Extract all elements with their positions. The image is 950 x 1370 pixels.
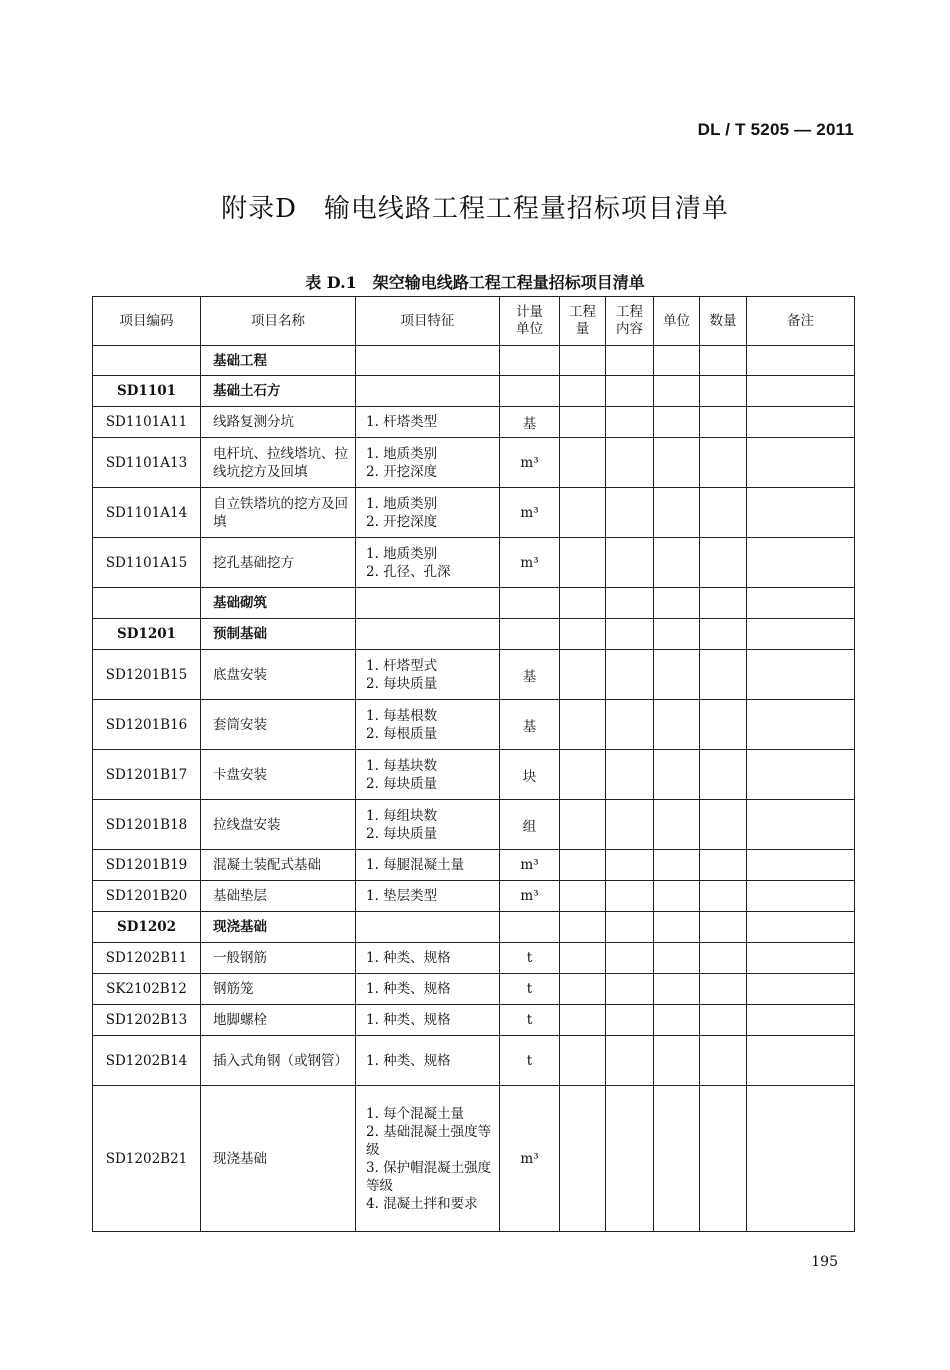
feature-line: 1. 每腿混凝土量 (366, 857, 465, 873)
table-row (93, 943, 855, 974)
feature-line: 2. 孔径、孔深 (366, 563, 451, 580)
table-row (93, 750, 855, 800)
cell-amount (700, 538, 747, 588)
feature-line: 1. 地质类别 (366, 545, 438, 562)
feature-line: 1. 种类、规格 (366, 950, 451, 966)
cell-name: 基础砌筑 (201, 588, 356, 619)
cell-work-content (606, 850, 654, 881)
cell-work-content (606, 800, 654, 850)
cell-amount (700, 588, 747, 619)
feature-line: 2. 每块质量 (366, 775, 438, 792)
cell-quantity (560, 1036, 606, 1086)
cell-feature (356, 974, 500, 1005)
cell-unit (654, 619, 700, 650)
page-number: 195 (811, 1254, 838, 1270)
cell-measure-unit: 块 (500, 750, 560, 800)
cell-feature (356, 881, 500, 912)
col-header-measure-unit-text: 计量单位 (516, 304, 543, 337)
col-header-name: 项目名称 (201, 297, 356, 346)
cell-work-content (606, 750, 654, 800)
bill-of-quantities-table (92, 296, 855, 1232)
cell-unit (654, 488, 700, 538)
feature-line: 2. 开挖深度 (366, 513, 438, 530)
feature-line: 1. 垫层类型 (366, 888, 438, 904)
cell-remark (747, 912, 855, 943)
cell-unit (654, 538, 700, 588)
cell-work-content (606, 538, 654, 588)
cell-unit (654, 1036, 700, 1086)
cell-work-content (606, 1086, 654, 1232)
cell-amount (700, 943, 747, 974)
cell-unit (654, 850, 700, 881)
table-row (93, 912, 855, 943)
feature-line: 1. 地质类别 (366, 445, 438, 462)
cell-quantity (560, 1086, 606, 1232)
cell-feature (356, 407, 500, 438)
cell-name: 自立铁塔坑的挖方及回填 (201, 488, 356, 538)
table-header-row (93, 297, 855, 346)
cell-quantity (560, 943, 606, 974)
cell-unit (654, 943, 700, 974)
table-row (93, 407, 855, 438)
feature-line: 3. 保护帽混凝土强度等级 (366, 1159, 492, 1194)
cell-amount (700, 346, 747, 376)
feature-line: 2. 每块质量 (366, 825, 438, 842)
table-row (93, 588, 855, 619)
cell-code: SK2102B12 (93, 974, 201, 1005)
cell-remark (747, 1036, 855, 1086)
cell-name: 现浇基础 (201, 912, 356, 943)
cell-amount (700, 376, 747, 407)
cell-remark (747, 538, 855, 588)
table-row (93, 974, 855, 1005)
cell-remark (747, 346, 855, 376)
cell-work-content (606, 619, 654, 650)
feature-line: 1. 地质类别 (366, 495, 438, 512)
cell-name: 电杆坑、拉线塔坑、拉线坑挖方及回填 (201, 438, 356, 488)
cell-amount (700, 488, 747, 538)
cell-measure-unit: m³ (500, 881, 560, 912)
feature-line: 2. 每块质量 (366, 675, 438, 692)
table-row (93, 1086, 855, 1232)
cell-name: 一般钢筋 (201, 943, 356, 974)
cell-amount (700, 650, 747, 700)
feature-line: 1. 每组块数 (366, 807, 438, 824)
cell-feature (356, 1036, 500, 1086)
cell-unit (654, 1005, 700, 1036)
cell-quantity (560, 750, 606, 800)
feature-line: 1. 种类、规格 (366, 1012, 451, 1028)
cell-amount (700, 619, 747, 650)
cell-measure-unit (500, 912, 560, 943)
cell-quantity (560, 881, 606, 912)
table-row (93, 650, 855, 700)
cell-measure-unit: t (500, 974, 560, 1005)
cell-feature (356, 346, 500, 376)
cell-measure-unit: 基 (500, 650, 560, 700)
standard-code: DL / T 5205 — 2011 (697, 120, 854, 139)
cell-work-content (606, 1005, 654, 1036)
cell-name: 套筒安装 (201, 700, 356, 750)
cell-remark (747, 700, 855, 750)
col-header-amount: 数量 (700, 297, 747, 346)
cell-measure-unit (500, 346, 560, 376)
cell-feature (356, 438, 500, 488)
cell-unit (654, 881, 700, 912)
col-header-feature: 项目特征 (356, 297, 500, 346)
cell-quantity (560, 538, 606, 588)
cell-amount (700, 700, 747, 750)
appendix-title: 附录D 输电线路工程工程量招标项目清单 (221, 194, 729, 224)
col-header-remark: 备注 (747, 297, 855, 346)
cell-unit (654, 800, 700, 850)
col-header-code: 项目编码 (93, 297, 201, 346)
cell-feature (356, 538, 500, 588)
cell-remark (747, 850, 855, 881)
cell-code: SD1201B15 (93, 650, 201, 700)
cell-code: SD1202B11 (93, 943, 201, 974)
table-row (93, 538, 855, 588)
cell-feature (356, 800, 500, 850)
cell-amount (700, 1086, 747, 1232)
col-header-work-content-text: 工程内容 (616, 304, 643, 337)
cell-code (93, 588, 201, 619)
cell-amount (700, 438, 747, 488)
table-caption: 表 D.1 架空输电线路工程工程量招标项目清单 (305, 273, 645, 292)
table-row (93, 881, 855, 912)
cell-name: 插入式角钢（或钢管） (201, 1036, 356, 1086)
cell-quantity (560, 588, 606, 619)
cell-remark (747, 407, 855, 438)
cell-code: SD1101A15 (93, 538, 201, 588)
col-header-quantity (560, 297, 606, 346)
cell-measure-unit (500, 376, 560, 407)
cell-amount (700, 1005, 747, 1036)
cell-unit (654, 346, 700, 376)
cell-work-content (606, 438, 654, 488)
cell-unit (654, 750, 700, 800)
cell-quantity (560, 650, 606, 700)
cell-work-content (606, 488, 654, 538)
cell-feature (356, 376, 500, 407)
cell-unit (654, 376, 700, 407)
cell-unit (654, 974, 700, 1005)
cell-unit (654, 407, 700, 438)
cell-remark (747, 881, 855, 912)
cell-remark (747, 438, 855, 488)
cell-remark (747, 800, 855, 850)
cell-measure-unit: t (500, 943, 560, 974)
cell-code: SD1101A11 (93, 407, 201, 438)
feature-line: 1. 杆塔类型 (366, 414, 438, 430)
cell-feature (356, 850, 500, 881)
cell-quantity (560, 800, 606, 850)
cell-feature (356, 750, 500, 800)
cell-quantity (560, 619, 606, 650)
cell-work-content (606, 346, 654, 376)
table-row (93, 700, 855, 750)
cell-feature (356, 650, 500, 700)
cell-unit (654, 700, 700, 750)
cell-code: SD1202 (93, 912, 201, 943)
cell-amount (700, 974, 747, 1005)
cell-code: SD1202B14 (93, 1036, 201, 1086)
cell-measure-unit: 基 (500, 407, 560, 438)
cell-remark (747, 650, 855, 700)
cell-measure-unit: 组 (500, 800, 560, 850)
table-body (93, 346, 855, 1232)
cell-measure-unit (500, 619, 560, 650)
cell-work-content (606, 700, 654, 750)
cell-remark (747, 943, 855, 974)
feature-line: 1. 种类、规格 (366, 981, 451, 997)
cell-work-content (606, 376, 654, 407)
cell-code: SD1101 (93, 376, 201, 407)
cell-work-content (606, 974, 654, 1005)
cell-quantity (560, 488, 606, 538)
cell-measure-unit: 基 (500, 700, 560, 750)
cell-unit (654, 1086, 700, 1232)
table-row (93, 438, 855, 488)
cell-remark (747, 588, 855, 619)
cell-quantity (560, 974, 606, 1005)
table-row (93, 488, 855, 538)
cell-remark (747, 619, 855, 650)
cell-name: 线路复测分坑 (201, 407, 356, 438)
cell-amount (700, 800, 747, 850)
cell-code (93, 346, 201, 376)
cell-name: 挖孔基础挖方 (201, 538, 356, 588)
feature-line: 2. 每根质量 (366, 725, 438, 742)
cell-quantity (560, 407, 606, 438)
cell-feature (356, 619, 500, 650)
table-row (93, 1036, 855, 1086)
cell-quantity (560, 346, 606, 376)
cell-amount (700, 881, 747, 912)
cell-measure-unit (500, 588, 560, 619)
cell-name: 混凝土装配式基础 (201, 850, 356, 881)
cell-unit (654, 588, 700, 619)
cell-code: SD1202B21 (93, 1086, 201, 1232)
cell-remark (747, 1086, 855, 1232)
cell-code: SD1201B17 (93, 750, 201, 800)
col-header-measure-unit (500, 297, 560, 346)
cell-amount (700, 912, 747, 943)
cell-measure-unit: m³ (500, 438, 560, 488)
cell-feature (356, 488, 500, 538)
cell-work-content (606, 407, 654, 438)
cell-quantity (560, 438, 606, 488)
cell-name: 底盘安装 (201, 650, 356, 700)
cell-unit (654, 650, 700, 700)
cell-name: 基础土石方 (201, 376, 356, 407)
cell-work-content (606, 881, 654, 912)
cell-measure-unit: m³ (500, 488, 560, 538)
table-row (93, 619, 855, 650)
cell-quantity (560, 1005, 606, 1036)
cell-name: 基础工程 (201, 346, 356, 376)
cell-code: SD1201B16 (93, 700, 201, 750)
cell-work-content (606, 1036, 654, 1086)
cell-code: SD1201B18 (93, 800, 201, 850)
cell-quantity (560, 912, 606, 943)
cell-feature (356, 943, 500, 974)
feature-line: 1. 种类、规格 (366, 1052, 451, 1069)
cell-amount (700, 407, 747, 438)
cell-feature (356, 1005, 500, 1036)
cell-name: 基础垫层 (201, 881, 356, 912)
cell-quantity (560, 850, 606, 881)
feature-line: 2. 开挖深度 (366, 463, 438, 480)
col-header-work-content (606, 297, 654, 346)
cell-quantity (560, 376, 606, 407)
cell-remark (747, 488, 855, 538)
cell-measure-unit: m³ (500, 1086, 560, 1232)
cell-measure-unit: t (500, 1005, 560, 1036)
feature-line: 2. 基础混凝土强度等级 (366, 1123, 492, 1158)
cell-amount (700, 1036, 747, 1086)
cell-code: SD1101A13 (93, 438, 201, 488)
feature-line: 1. 杆塔型式 (366, 657, 438, 674)
cell-work-content (606, 650, 654, 700)
cell-measure-unit: m³ (500, 538, 560, 588)
cell-feature (356, 588, 500, 619)
cell-work-content (606, 943, 654, 974)
cell-amount (700, 850, 747, 881)
col-header-quantity-text: 工程量 (569, 304, 596, 337)
cell-quantity (560, 700, 606, 750)
table-row (93, 1005, 855, 1036)
table-row (93, 346, 855, 376)
cell-remark (747, 974, 855, 1005)
cell-name: 钢筋笼 (201, 974, 356, 1005)
cell-remark (747, 750, 855, 800)
cell-name: 预制基础 (201, 619, 356, 650)
table-row (93, 376, 855, 407)
cell-unit (654, 912, 700, 943)
cell-remark (747, 1005, 855, 1036)
col-header-unit: 单位 (654, 297, 700, 346)
cell-unit (654, 438, 700, 488)
cell-feature (356, 1086, 500, 1232)
cell-work-content (606, 588, 654, 619)
cell-work-content (606, 912, 654, 943)
feature-line: 1. 每基根数 (366, 707, 438, 724)
cell-code: SD1201 (93, 619, 201, 650)
cell-measure-unit: m³ (500, 850, 560, 881)
feature-line: 1. 每基块数 (366, 757, 438, 774)
cell-code: SD1202B13 (93, 1005, 201, 1036)
cell-code: SD1101A14 (93, 488, 201, 538)
cell-measure-unit: t (500, 1036, 560, 1086)
cell-name: 卡盘安装 (201, 750, 356, 800)
cell-remark (747, 376, 855, 407)
cell-code: SD1201B20 (93, 881, 201, 912)
cell-feature (356, 700, 500, 750)
table-row (93, 800, 855, 850)
feature-line: 1. 每个混凝土量 (366, 1105, 465, 1122)
cell-name: 现浇基础 (201, 1086, 356, 1232)
cell-name: 地脚螺栓 (201, 1005, 356, 1036)
feature-line: 4. 混凝土拌和要求 (366, 1195, 478, 1212)
cell-name: 拉线盘安装 (201, 800, 356, 850)
cell-amount (700, 750, 747, 800)
cell-code: SD1201B19 (93, 850, 201, 881)
cell-feature (356, 912, 500, 943)
table-row (93, 850, 855, 881)
